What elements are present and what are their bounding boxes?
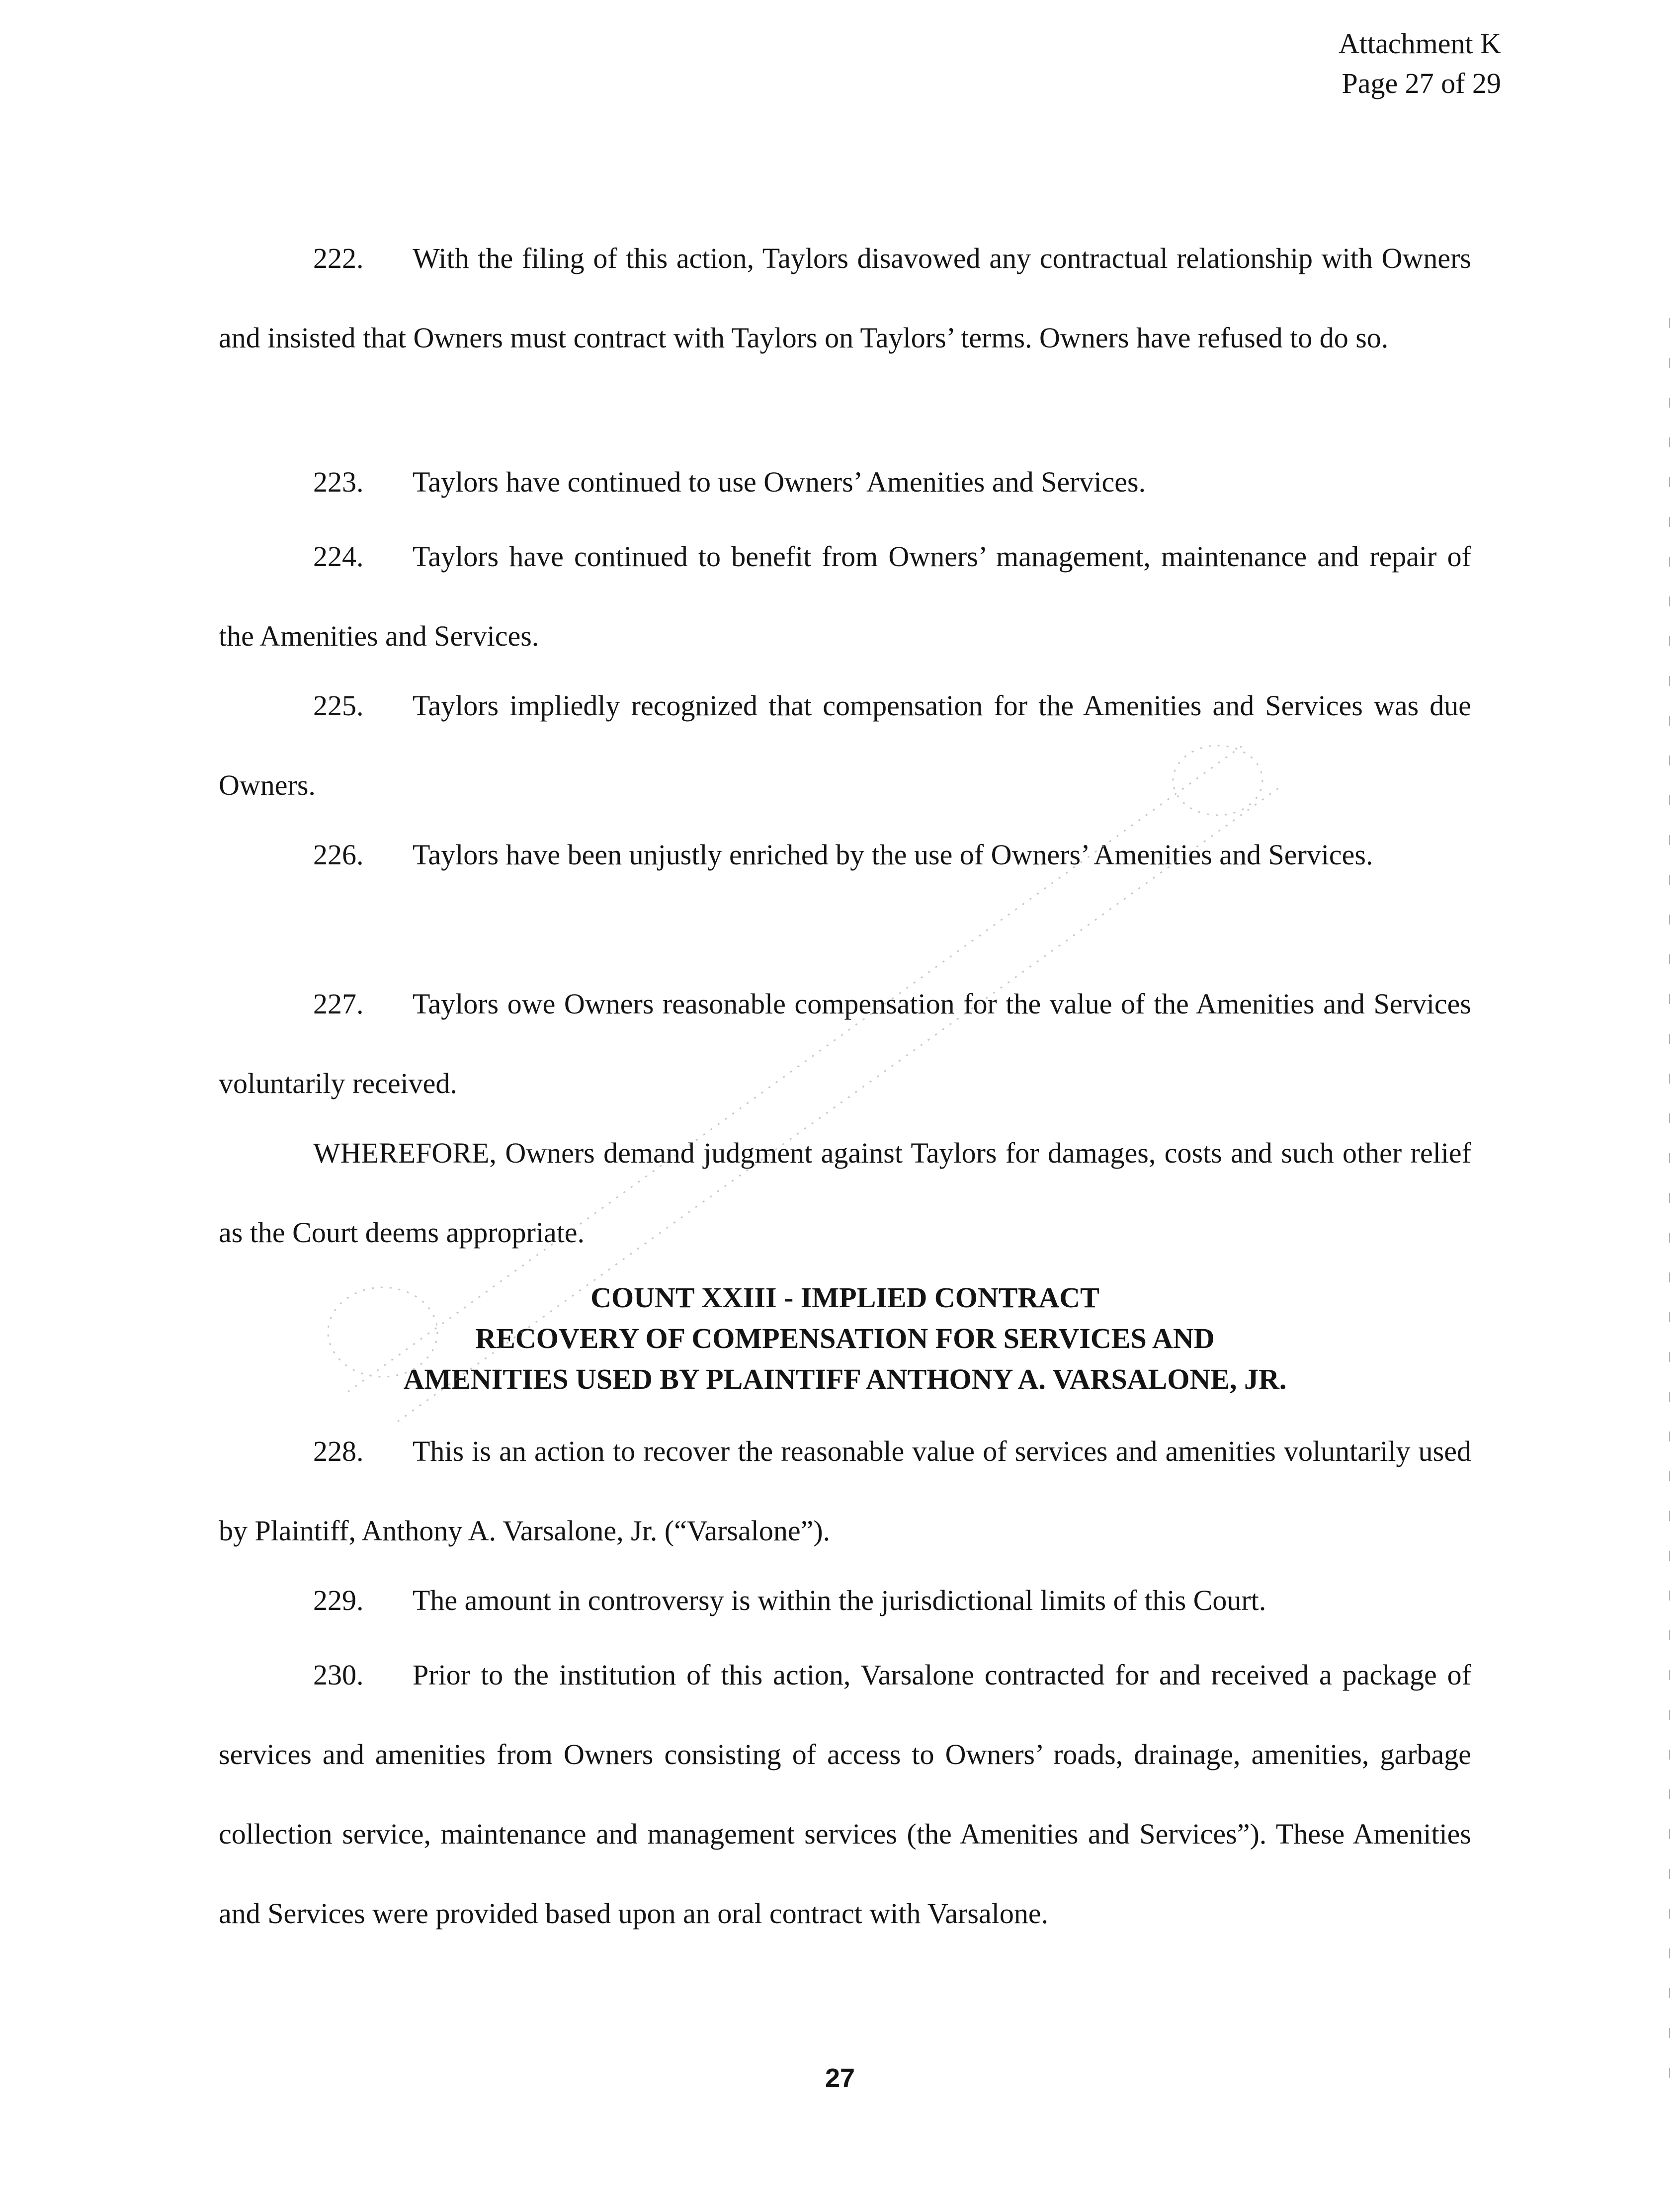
paragraph-222: [219, 219, 1471, 378]
count-heading-line3: AMENITIES USED BY PLAINTIFF ANTHONY A. VARSALONE, JR.: [403, 1363, 1287, 1395]
paragraph-number: 227.: [313, 988, 364, 1020]
wherefore-text: WHEREFORE, Owners demand judgment against Taylors for damages, costs and such other relief as the Court deems appropriate.: [219, 1137, 1471, 1249]
paragraph-224: [219, 517, 1471, 676]
paragraph-text: This is an action to recover the reasonable value of services and amenities voluntarily used by Plaintiff, Anthony A. Varsalone, Jr. (“Varsalone”).: [219, 1435, 1471, 1547]
paragraph-number: 226.: [313, 839, 364, 871]
attachment-header: [1339, 24, 1501, 103]
paragraph-text: Taylors impliedly recognized that compensation for the Amenities and Services was due Owners.: [219, 689, 1471, 801]
paragraph-text: Taylors owe Owners reasonable compensation for the value of the Amenities and Services voluntarily received.: [219, 988, 1471, 1099]
page-of-label: Page 27 of 29: [1342, 67, 1501, 99]
paragraph-229: [219, 1561, 1471, 1640]
count-heading-line1: COUNT XXIII - IMPLIED CONTRACT: [590, 1281, 1099, 1314]
paragraph-number: 228.: [313, 1435, 364, 1467]
paragraph-text: Taylors have continued to benefit from Owners’ management, maintenance and repair of the Amenities and Services.: [219, 540, 1471, 652]
scan-edge-marks: [1668, 318, 1671, 2108]
paragraph-number: 230.: [313, 1659, 364, 1691]
wherefore-clause: [219, 1113, 1471, 1272]
paragraph-227: [219, 964, 1471, 1123]
paragraph-number: 223.: [313, 466, 364, 498]
count-heading-line2: RECOVERY OF COMPENSATION FOR SERVICES AND: [475, 1322, 1215, 1354]
paragraph-228: [219, 1412, 1471, 1571]
paragraph-text: With the filing of this action, Taylors disavowed any contractual relationship with Owners and insisted that Owners must contract with Taylors on Taylors’ terms. Owners have refused to do so.: [219, 242, 1471, 354]
paragraph-230: [219, 1635, 1471, 1953]
paragraph-text: Taylors have continued to use Owners’ Amenities and Services.: [413, 466, 1146, 498]
paragraph-text: The amount in controversy is within the jurisdictional limits of this Court.: [413, 1584, 1266, 1616]
count-heading: [219, 1277, 1471, 1400]
paragraph-number: 222.: [313, 242, 364, 274]
paragraph-number: 224.: [313, 540, 364, 573]
paragraph-text: Prior to the institution of this action, Varsalone contracted for and received a package of services and amenities from Owners consisting of access to Owners’ roads, drainage, amenities, garbage collection service, maintenance and management services (the Amenities and Services”). These Amenities and Services were provided based upon an oral contract with Varsalone.: [219, 1659, 1471, 1930]
paragraph-number: 225.: [313, 689, 364, 722]
paragraph-text: Taylors have been unjustly enriched by the use of Owners’ Amenities and Services.: [413, 839, 1373, 871]
paragraph-225: [219, 666, 1471, 825]
attachment-label: Attachment K: [1339, 27, 1501, 60]
paragraph-223: [219, 442, 1471, 522]
paragraph-226: [219, 815, 1471, 895]
paragraph-number: 229.: [313, 1584, 364, 1616]
page-number: 27: [825, 2063, 855, 2093]
